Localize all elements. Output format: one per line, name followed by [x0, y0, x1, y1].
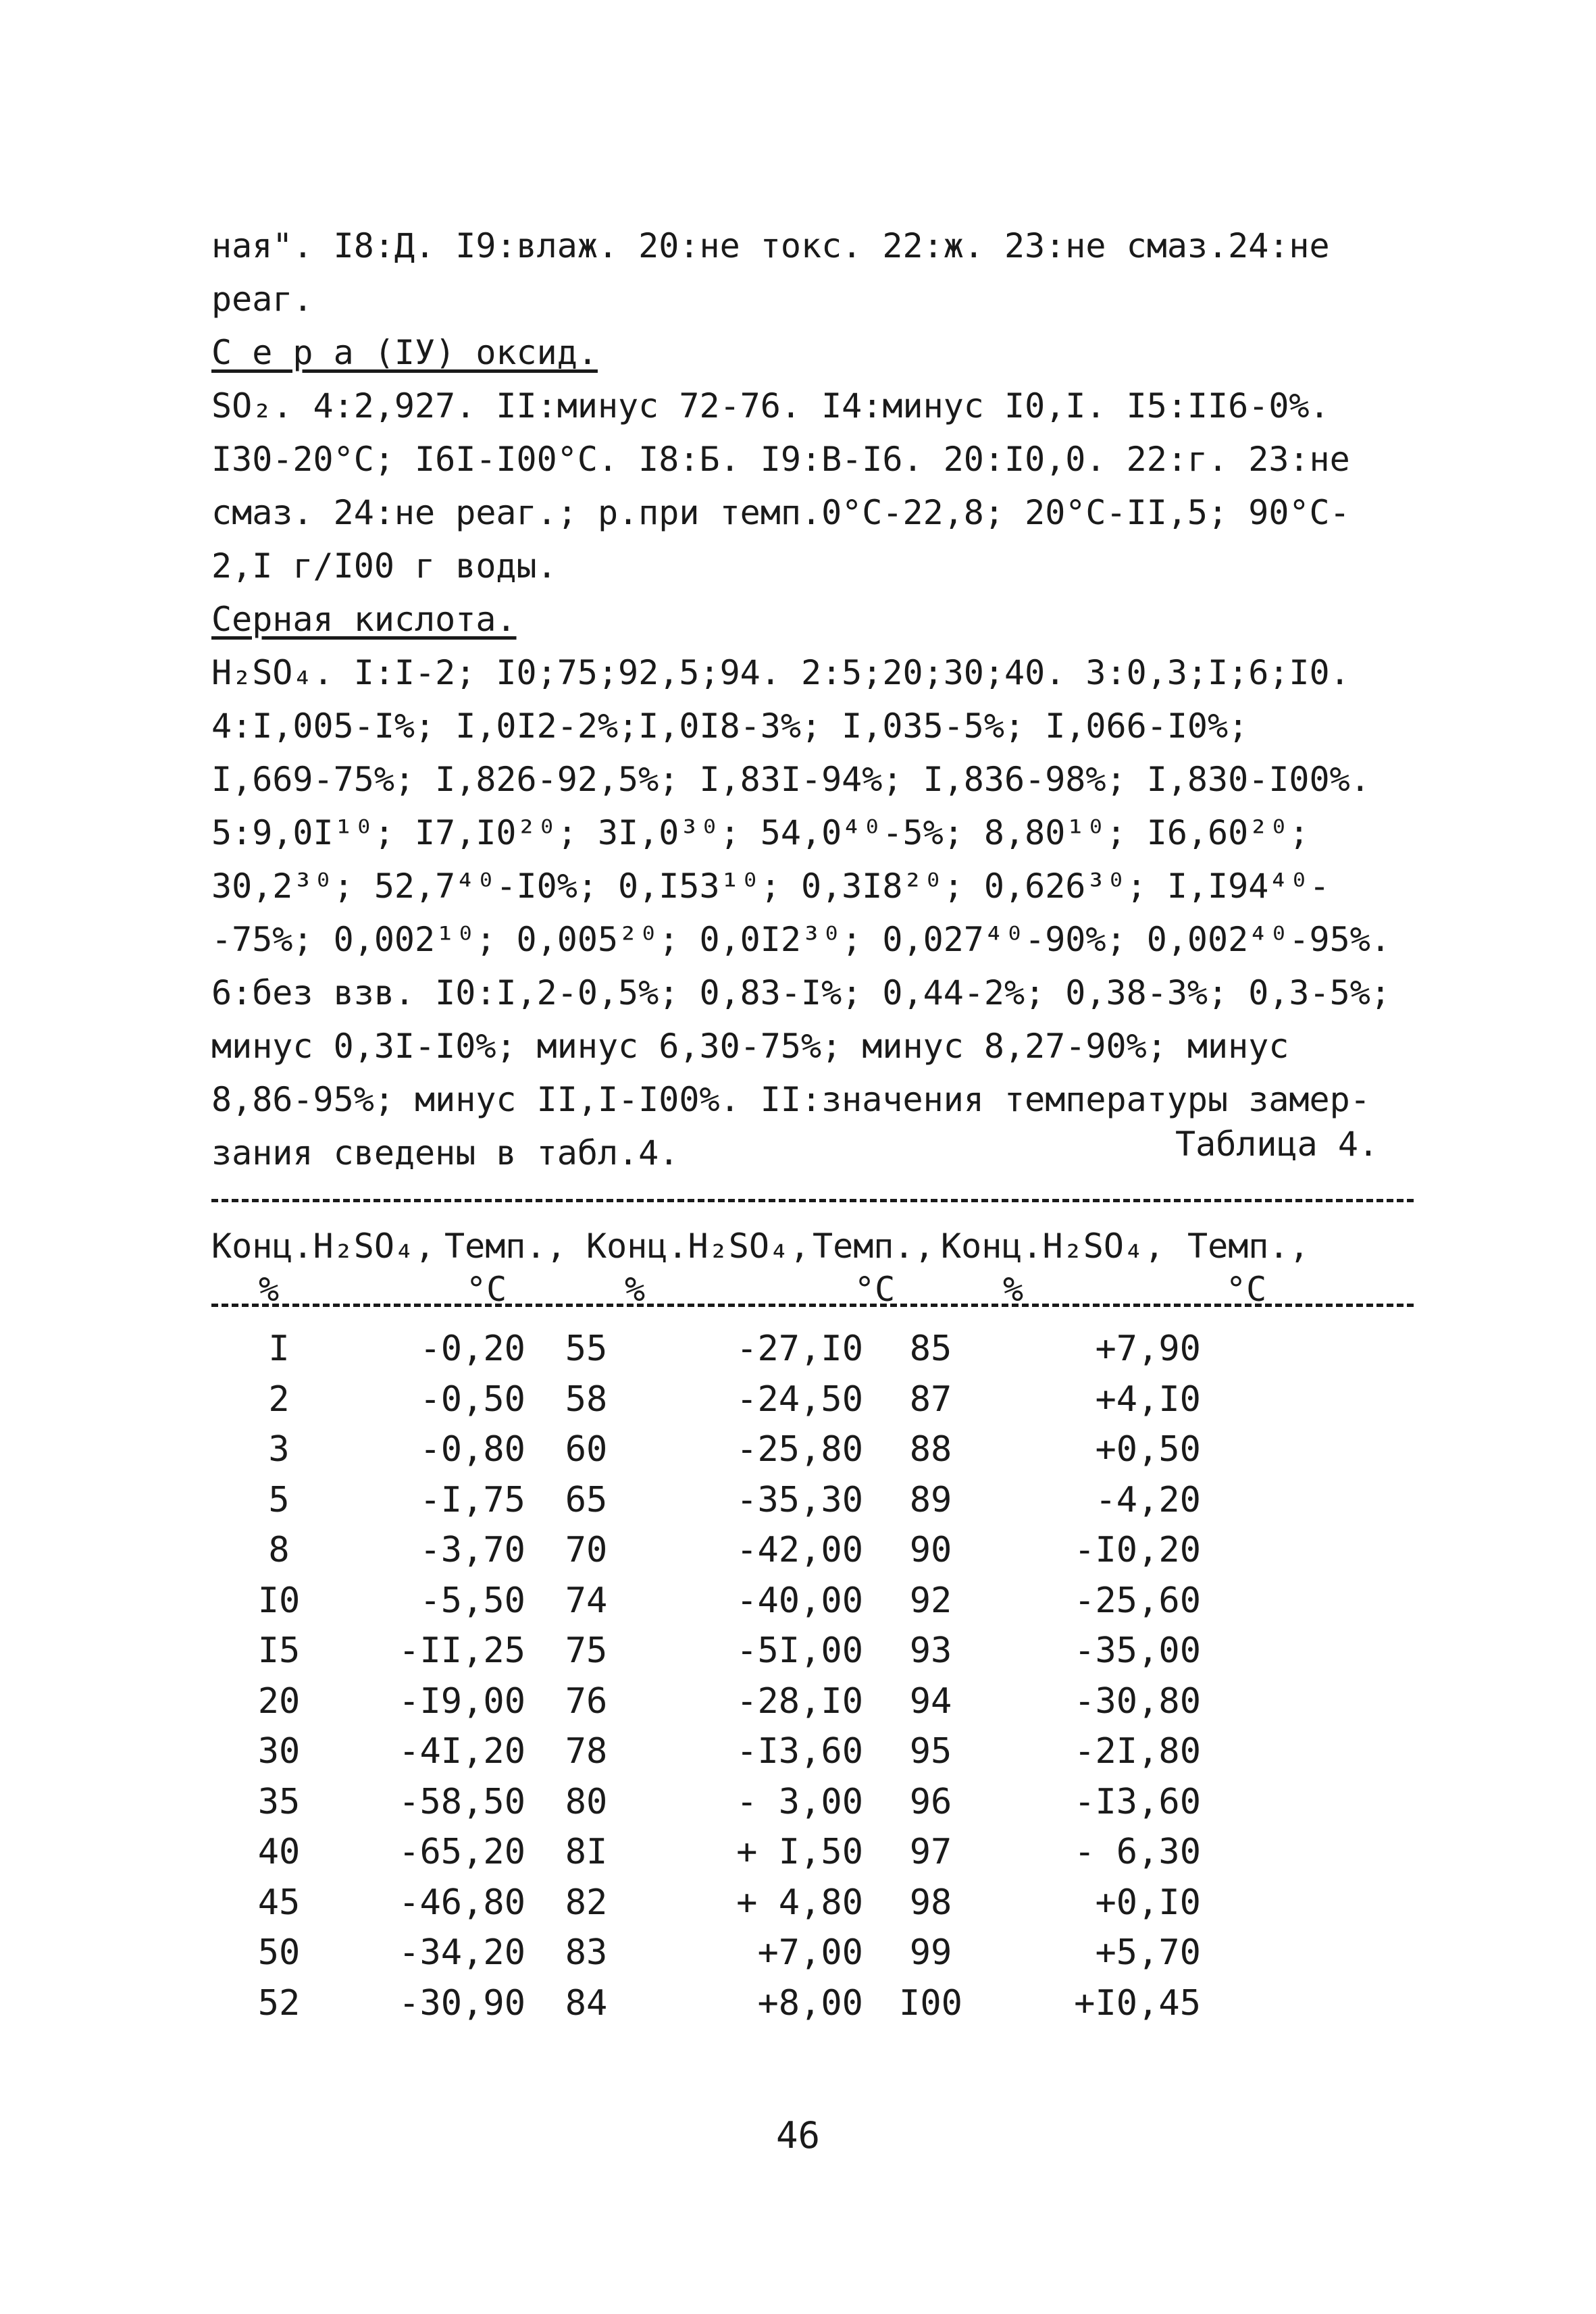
temp-cell: -5I,00: [736, 1630, 863, 1672]
conc-cell: 84: [565, 1982, 608, 2024]
table-caption: Таблица 4.: [1175, 1125, 1379, 1164]
temp-cell: -46,80: [398, 1882, 525, 1923]
conc-cell: 45: [257, 1882, 301, 1923]
table-row: [211, 1475, 1201, 1526]
temp-cell: -25,60: [1074, 1580, 1201, 1621]
conc-cell: 30: [257, 1731, 301, 1772]
conc-cell: 87: [909, 1379, 952, 1420]
temp-cell: -0,80: [419, 1429, 525, 1470]
table-row: [211, 1827, 1201, 1878]
table-row: [211, 1576, 1201, 1626]
conc-cell: 96: [909, 1781, 952, 1822]
table-row: [211, 1726, 1201, 1777]
temp-cell: -3,70: [419, 1530, 525, 1571]
temp-cell: -I0,20: [1074, 1530, 1201, 1571]
temp-cell: -65,20: [398, 1832, 525, 1873]
temp-cell: +7,00: [757, 1932, 863, 1974]
section-heading-sulfuric-acid: Серная кислота.: [211, 600, 517, 639]
table-row: [211, 1626, 1201, 1676]
page-number: 46: [775, 2114, 821, 2157]
temp-cell: + I,50: [736, 1832, 863, 1873]
conc-cell: 52: [257, 1982, 301, 2024]
conc-cell: 2: [268, 1379, 290, 1420]
header-temp-1: Темп.,: [444, 1227, 567, 1266]
conc-cell: 98: [909, 1882, 952, 1923]
temp-cell: -30,80: [1074, 1680, 1201, 1722]
conc-cell: 80: [565, 1781, 608, 1822]
text-line: зания сведены в табл.4.: [211, 1133, 679, 1173]
header-conc-3: Конц.H₂SO₄,: [941, 1227, 1165, 1266]
temp-cell: -58,50: [398, 1781, 525, 1822]
conc-cell: 65: [565, 1479, 608, 1520]
temp-cell: -42,00: [736, 1530, 863, 1571]
temp-cell: +8,00: [757, 1982, 863, 2024]
conc-cell: 74: [565, 1580, 608, 1621]
conc-cell: 60: [565, 1429, 608, 1470]
conc-cell: 55: [565, 1329, 608, 1370]
conc-cell: 75: [565, 1630, 608, 1672]
table-row: [211, 1525, 1201, 1576]
table-header-rule: [211, 1304, 1414, 1307]
conc-cell: 94: [909, 1680, 952, 1722]
header-temp-3: Темп.,: [1187, 1227, 1310, 1266]
text-line: I,669-75%; I,826-92,5%; I,83I-94%; I,836-98%; I,830-I00%.: [211, 760, 1370, 799]
body-text: [211, 220, 1481, 1180]
temp-cell: -27,I0: [736, 1329, 863, 1370]
table-row: [211, 1928, 1201, 1978]
text-line: -75%; 0,002¹⁰; 0,005²⁰; 0,0I2³⁰; 0,027⁴⁰-90%; 0,002⁴⁰-95%.: [211, 920, 1391, 959]
temp-cell: -II,25: [398, 1630, 525, 1672]
temp-cell: -35,30: [736, 1479, 863, 1520]
temp-cell: -0,50: [419, 1379, 525, 1420]
temp-cell: -0,20: [419, 1329, 525, 1370]
text-line: реаг.: [211, 280, 313, 319]
temp-cell: -24,50: [736, 1379, 863, 1420]
temp-cell: - 3,00: [736, 1781, 863, 1822]
temp-cell: -4I,20: [398, 1731, 525, 1772]
text-line: 30,2³⁰; 52,7⁴⁰-I0%; 0,I53¹⁰; 0,3I8²⁰; 0,626³⁰; I,I94⁴⁰-: [211, 867, 1330, 906]
text-line: SO₂. 4:2,927. II:минус 72-76. I4:минус I0,I. I5:II6-0%.: [211, 386, 1330, 426]
conc-cell: 90: [909, 1530, 952, 1571]
temp-cell: -25,80: [736, 1429, 863, 1470]
conc-cell: 97: [909, 1832, 952, 1873]
conc-cell: 50: [257, 1932, 301, 1974]
text-line: 2,I г/I00 г воды.: [211, 546, 557, 586]
temp-cell: -34,20: [398, 1932, 525, 1974]
conc-cell: 40: [257, 1832, 301, 1873]
conc-cell: 3: [268, 1429, 290, 1470]
conc-cell: 83: [565, 1932, 608, 1974]
conc-cell: 8I: [565, 1832, 608, 1873]
temp-cell: -2I,80: [1074, 1731, 1201, 1772]
conc-cell: 8: [268, 1530, 290, 1571]
conc-cell: 92: [909, 1580, 952, 1621]
table-row: [211, 1324, 1201, 1374]
text-line: ная". I8:Д. I9:влаж. 20:не токс. 22:ж. 23:не смаз.24:не: [211, 226, 1330, 265]
temp-cell: -4,20: [1095, 1479, 1201, 1520]
conc-cell: 78: [565, 1731, 608, 1772]
conc-cell: 58: [565, 1379, 608, 1420]
temp-cell: +4,I0: [1095, 1379, 1201, 1420]
temp-cell: -I,75: [419, 1479, 525, 1520]
table-row: [211, 1374, 1201, 1425]
table-row: [211, 1978, 1201, 2029]
conc-cell: I: [268, 1329, 290, 1370]
temp-cell: - 6,30: [1074, 1832, 1201, 1873]
header-unit-pct-2: %: [625, 1270, 646, 1309]
conc-cell: 89: [909, 1479, 952, 1520]
text-line: 8,86-95%; минус II,I-I00%. II:значения температуры замер-: [211, 1080, 1370, 1119]
conc-cell: I5: [257, 1630, 301, 1672]
temp-cell: +0,I0: [1095, 1882, 1201, 1923]
table-row: [211, 1777, 1201, 1828]
temp-cell: +0,50: [1095, 1429, 1201, 1470]
conc-cell: 88: [909, 1429, 952, 1470]
temp-cell: -40,00: [736, 1580, 863, 1621]
temp-cell: -I9,00: [398, 1680, 525, 1722]
header-unit-c-1: °С: [466, 1270, 507, 1309]
text-line: H₂SO₄. I:I-2; I0;75;92,5;94. 2:5;20;30;40. 3:0,3;I;6;I0.: [211, 653, 1350, 692]
conc-cell: 70: [565, 1530, 608, 1571]
header-unit-c-2: °С: [854, 1270, 896, 1309]
temp-cell: +7,90: [1095, 1329, 1201, 1370]
header-unit-pct-3: %: [1003, 1270, 1024, 1309]
conc-cell: 99: [909, 1932, 952, 1974]
table-row: [211, 1424, 1201, 1475]
freezing-point-table: [211, 1324, 1201, 2028]
conc-cell: 95: [909, 1731, 952, 1772]
text-line: 6:без взв. I0:I,2-0,5%; 0,83-I%; 0,44-2%; 0,38-3%; 0,3-5%;: [211, 973, 1391, 1012]
temp-cell: + 4,80: [736, 1882, 863, 1923]
conc-cell: 20: [257, 1680, 301, 1722]
header-temp-2: Темп.,: [813, 1227, 935, 1266]
conc-cell: 5: [268, 1479, 290, 1520]
table-row: [211, 1676, 1201, 1727]
temp-cell: -30,90: [398, 1982, 525, 2024]
text-line: минус 0,3I-I0%; минус 6,30-75%; минус 8,27-90%; минус: [211, 1027, 1289, 1066]
text-line: 5:9,0I¹⁰; I7,I0²⁰; 3I,0³⁰; 54,0⁴⁰-5%; 8,80¹⁰; I6,60²⁰;: [211, 813, 1310, 852]
section-heading-sulfur-oxide: С е р а (IУ) оксид.: [211, 333, 598, 372]
temp-cell: -28,I0: [736, 1680, 863, 1722]
temp-cell: -I3,60: [1074, 1781, 1201, 1822]
conc-cell: I00: [899, 1982, 962, 2024]
text-line: I30-20°С; I6I-I00°С. I8:Б. I9:В-I6. 20:I0,0. 22:г. 23:не: [211, 440, 1350, 479]
temp-cell: -5,50: [419, 1580, 525, 1621]
header-unit-pct-1: %: [259, 1270, 280, 1309]
temp-cell: -35,00: [1074, 1630, 1201, 1672]
temp-cell: -I3,60: [736, 1731, 863, 1772]
table-body: [211, 1324, 1201, 2028]
temp-cell: +5,70: [1095, 1932, 1201, 1974]
header-conc-2: Конц.H₂SO₄,: [586, 1227, 810, 1266]
conc-cell: 35: [257, 1781, 301, 1822]
conc-cell: 85: [909, 1329, 952, 1370]
table-top-rule: [211, 1199, 1414, 1202]
header-conc-1: Конц.H₂SO₄,: [211, 1227, 436, 1266]
conc-cell: 82: [565, 1882, 608, 1923]
text-line: смаз. 24:не реаг.; р.при темп.0°С-22,8; 20°С-II,5; 90°С-: [211, 493, 1350, 532]
temp-cell: +I0,45: [1074, 1982, 1201, 2024]
conc-cell: 76: [565, 1680, 608, 1722]
text-line: 4:I,005-I%; I,0I2-2%;I,0I8-3%; I,035-5%; I,066-I0%;: [211, 706, 1249, 746]
table-row: [211, 1878, 1201, 1928]
conc-cell: 93: [909, 1630, 952, 1672]
conc-cell: I0: [257, 1580, 301, 1621]
header-unit-c-3: °С: [1226, 1270, 1267, 1309]
